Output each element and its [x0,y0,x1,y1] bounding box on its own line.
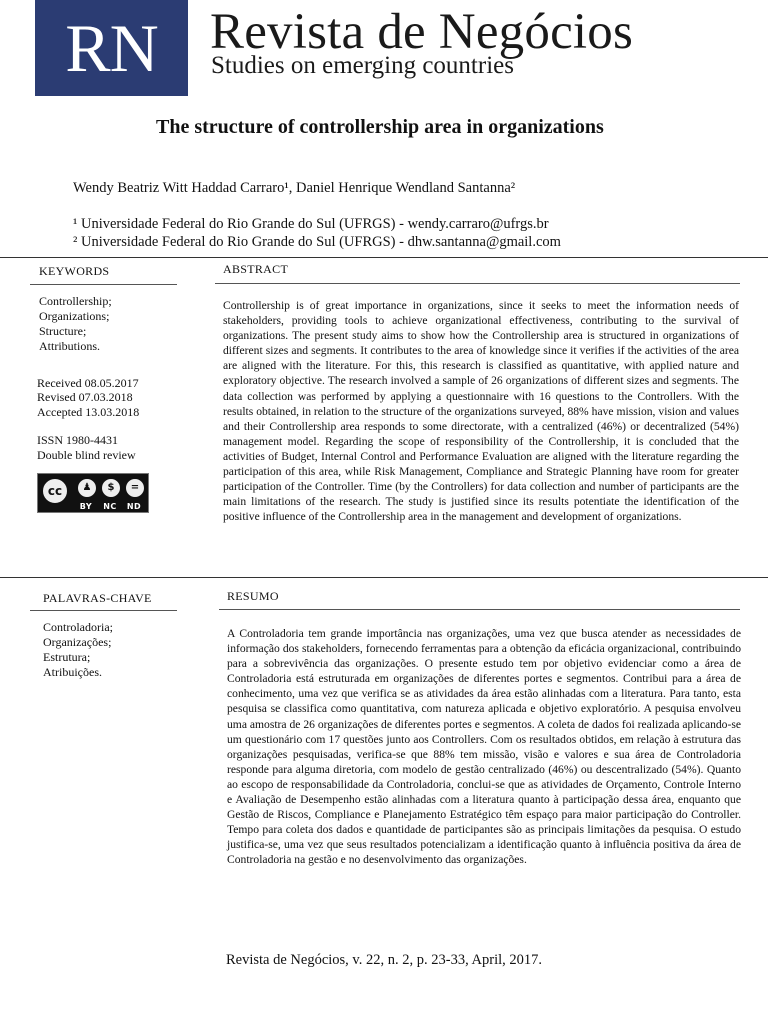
abstract-heading: ABSTRACT [223,262,289,276]
keyword-item: Organizações; [43,635,112,649]
journal-subtitle: Studies on emerging countries [211,52,514,79]
cc-by-nc-nd-icon [37,473,149,513]
affiliation-2: ² Universidade Federal do Rio Grande do Sul (UFRGS) - dhw.santanna@gmail.com [73,234,561,250]
abstract-text: Controllership is of great importance in organizations, since it seeks to meet the information needs of stakeholders, providing tools to achieve organizational effectiveness, contributing to the survival of organizations. The present study aims to show how the Controllership area is structured in organizations of different sizes and segments. It contributes to the area of knowledge since it verifies if the activities of the area are aligned with the literature. For this, this research is classified as quantitative, with applied nature and exploratory objective. The research involved a sample of 26 organizations of different sizes and segments. The data collection was performed by applying a questionnaire with 16 questions to the Controllers. With the results obtained, in relation to the structure of the organizations surveyed, 88% have mission, vision and values and their Controllership area responds to some directorate, with a centralized (46%) or decentralized (54%) management model. Regarding the scope of responsibility of the Controllership, it is concluded that the activities of Budget, Internal Control and Performance Evaluation are aligned with the literature regarding the participation of this area, while Risk Management, Compliance and Strategic Planning have room for greater participation of the Controller. Time (by the Controllers) for data collection and number of participants are the main limitations of the research. The study is justified since its results potentiate the identification of the positive influence of the Controllership area in the management and development of organizations. [223,299,739,524]
received-date: Received 08.05.2017 [37,376,139,390]
footer-citation: Revista de Negócios, v. 22, n. 2, p. 23-33, April, 2017. [225,952,542,968]
palavras-chave-heading: PALAVRAS-CHAVE [43,591,152,605]
keyword-item: Attributions. [39,339,101,353]
affiliation-1: ¹ Universidade Federal do Rio Grande do Sul (UFRGS) - wendy.carraro@ufrgs.br [73,216,549,232]
keyword-item: Structure; [39,324,87,338]
keyword-item: Controladoria; [43,620,113,634]
abstract-heading-underline [215,283,740,284]
resumo-text: A Controladoria tem grande importância nas organizações, uma vez que busca atender as necessidades de informação dos stakeholders, fornecendo ferramentas para a obtenção da eficácia organizacional, contribuindo para a sobrevivência das organizações. O presente estudo tem por objetivo evidenciar como a área de Controladoria está estruturada em organizações de diferentes portes e segmentos. Contribui para a área de conhecimento, uma vez que verifica se as atividades da área estão alinhadas com a literatura. Para tanto, esta pesquisa se classifica como quantitativa, com natureza aplicada e objetivo exploratório. A pesquisa envolveu uma amostra de 26 organizações de diferentes portes e segmentos. A coleta de dados foi realizada aplicando-se um questionário com 17 questões junto aos Controllers. Com os resultados obtidos, em relação à estrutura das organizações pesquisadas, verifica-se que 88% tem missão, visão e valores e sua área de Controladoria responde para alguma diretoria, com modelo de gestão centralizado (46%) ou descentralizado (54%). Quanto ao escopo de responsabilidade da Controladoria, conclui-se que as atividades de Orçamento, Controle Interno e Avaliação de Desempenho estão alinhadas com a literatura quanto à participação dessa área, enquanto que Gestão de Riscos, Compliance e Planejamento Estratégico têm espaço para maior participação do Controller. Tempo para coleta dos dados e quantidade de participantes são as principais limitações da pesquisa. O estudo justifica-se, uma vez que seus resultados potencializam a identificação quanto à influência positiva da área de Controladoria na gestão e no desenvolvimento das organizações. [227,627,741,867]
palavras-chave-heading-underline [30,610,177,611]
journal-name: Revista de Negócios [210,4,634,60]
cc-icon: cc [41,477,69,505]
keyword-item: Organizations; [39,309,110,323]
keyword-item: Estrutura; [43,650,91,664]
cc-label-by: BY [79,502,93,511]
section-divider-abstract [0,257,768,258]
keywords-heading: KEYWORDS [39,264,110,278]
accepted-date: Accepted 13.03.2018 [37,405,140,419]
revised-date: Revised 07.03.2018 [37,390,133,404]
noncommercial-icon: $ [100,477,122,499]
cc-label-nd: ND [126,502,142,511]
review-type: Double blind review [37,448,136,462]
by-person-icon: ♟ [76,477,98,499]
resumo-heading-underline [219,609,740,610]
keywords-list [39,294,112,354]
section-divider-resumo [0,577,768,578]
journal-logo: RN [35,0,188,96]
cc-labels [74,502,146,511]
article-title: The structure of controllership area in organizations [156,116,604,138]
noderivs-icon: = [124,477,146,499]
palavras-chave-list [43,620,113,680]
keywords-heading-underline [30,284,177,285]
article-authors: Wendy Beatriz Witt Haddad Carraro¹, Daniel Henrique Wendland Santanna² [73,180,516,196]
keyword-item: Controllership; [39,294,112,308]
cc-label-nc: NC [103,502,117,511]
keyword-item: Atribuições. [43,665,102,679]
issn-number: ISSN 1980-4431 [37,433,119,447]
resumo-heading: RESUMO [227,589,279,603]
